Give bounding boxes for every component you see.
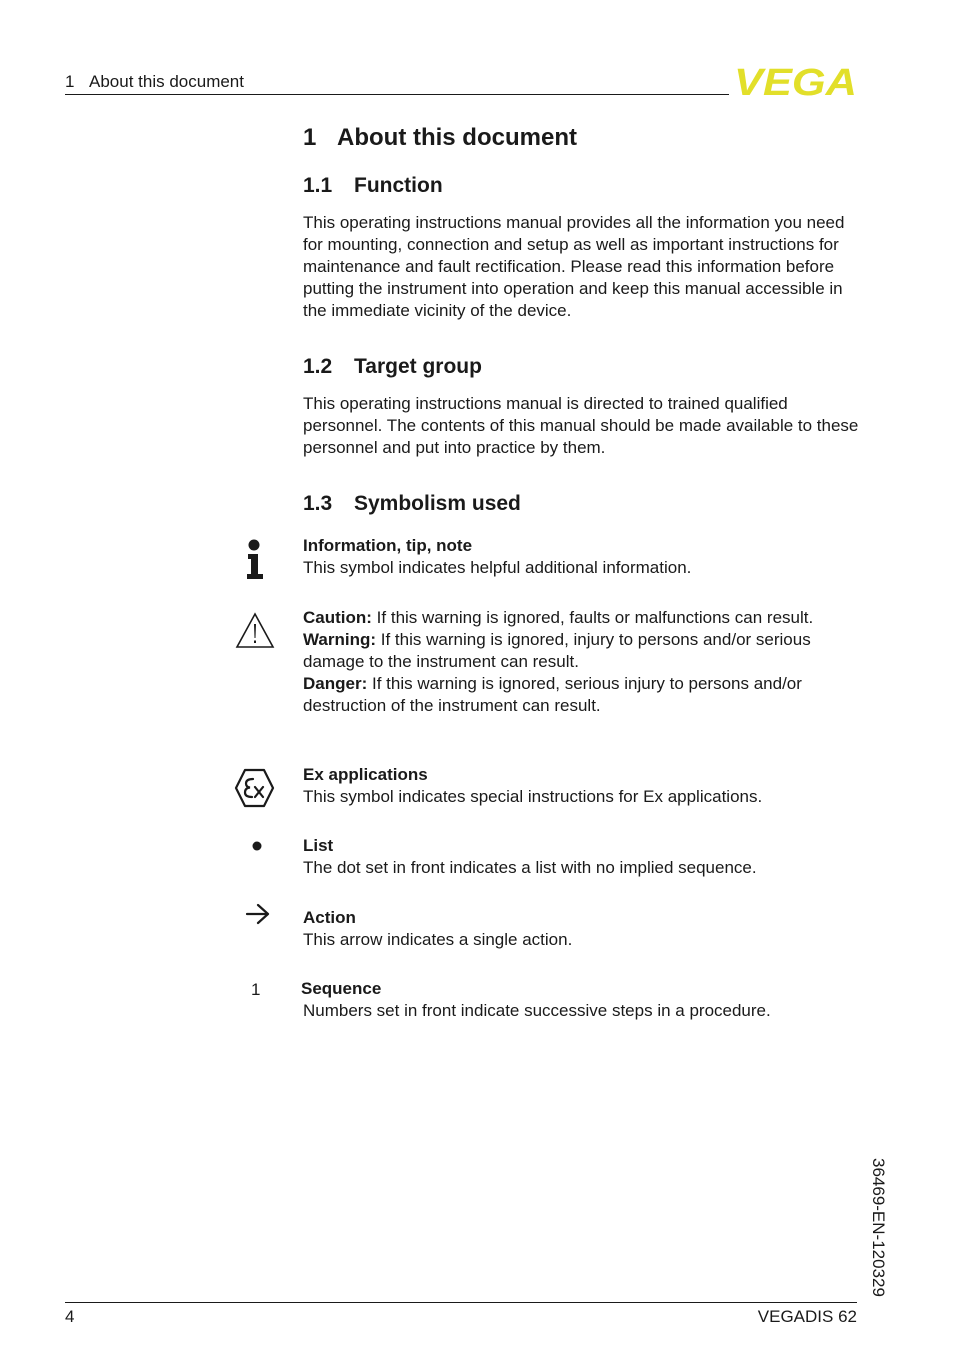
ex-symbol-block	[303, 764, 863, 808]
list-symbol-text: The dot set in front indicates a list with no implied sequence.	[303, 858, 757, 877]
section-number: 1.3	[303, 492, 333, 515]
footer-rule	[65, 1302, 857, 1303]
function-paragraph: This operating instructions manual provides all the information you need for mounting, connection and setup as well as important instructions for maintenance and fault rectification. Please read this information before putting the instrument into operation and keep this manual accessible in the immediate vicinity of the device.	[303, 213, 845, 320]
warning-triangle-icon	[235, 612, 275, 649]
section-title: Target group	[354, 355, 482, 378]
sequence-symbol-block	[303, 978, 863, 1022]
action-symbol-title: Action	[303, 908, 356, 927]
chapter-heading	[303, 124, 577, 152]
product-name: VEGADIS 62	[757, 1307, 857, 1326]
section-heading-symbolism	[303, 492, 521, 516]
section-title: Symbolism used	[354, 492, 521, 515]
running-header-chapter-title: About this document	[89, 72, 244, 91]
section-title: Function	[354, 174, 443, 197]
ex-symbol-text: This symbol indicates special instructions for Ex applications.	[303, 787, 763, 806]
running-header	[65, 72, 244, 92]
list-symbol-title: List	[303, 836, 334, 855]
section-heading-target-group	[303, 355, 482, 379]
sequence-number-marker: 1	[251, 980, 261, 999]
sequence-symbol-title: Sequence	[301, 979, 382, 998]
warning-label: Warning:	[303, 630, 377, 649]
info-symbol-title: Information, tip, note	[303, 536, 473, 555]
info-symbol-text: This symbol indicates helpful additional information.	[303, 558, 692, 577]
section-heading-function	[303, 174, 443, 198]
ex-symbol-title: Ex applications	[303, 765, 428, 784]
header-rule	[65, 94, 729, 95]
danger-label: Danger:	[303, 674, 368, 693]
running-header-chapter-number: 1	[65, 72, 75, 91]
info-icon	[245, 539, 265, 580]
chapter-number: 1	[303, 124, 317, 151]
sequence-symbol-text: Numbers set in front indicate successive steps in a procedure.	[303, 1001, 771, 1020]
caution-label: Caution:	[303, 608, 372, 627]
ex-hexagon-icon	[234, 768, 275, 808]
list-symbol-block	[303, 835, 863, 879]
action-symbol-block	[303, 907, 863, 951]
arrow-right-icon	[245, 903, 271, 925]
danger-text: If this warning is ignored, serious injury to persons and/or destruction of the instrument can result.	[303, 674, 802, 715]
warning-text: If this warning is ignored, injury to persons and/or serious damage to the instrument can result.	[303, 630, 811, 671]
page-number: 4	[65, 1307, 75, 1326]
target-group-paragraph: This operating instructions manual is directed to trained qualified personnel. The contents of this manual should be made available to these personnel and put into practice by them.	[303, 394, 859, 457]
warning-symbol-block	[303, 607, 863, 717]
action-symbol-text: This arrow indicates a single action.	[303, 930, 573, 949]
bullet-dot-icon	[251, 840, 263, 852]
vega-logo	[734, 64, 858, 98]
info-symbol-block	[303, 535, 863, 579]
section-number: 1.2	[303, 355, 333, 378]
section-number: 1.1	[303, 174, 333, 197]
document-number: 36469-EN-120329	[869, 1158, 888, 1297]
chapter-title: About this document	[337, 124, 577, 151]
logo-text: VEGA	[734, 64, 857, 98]
caution-text: If this warning is ignored, faults or malfunctions can result.	[376, 608, 814, 627]
